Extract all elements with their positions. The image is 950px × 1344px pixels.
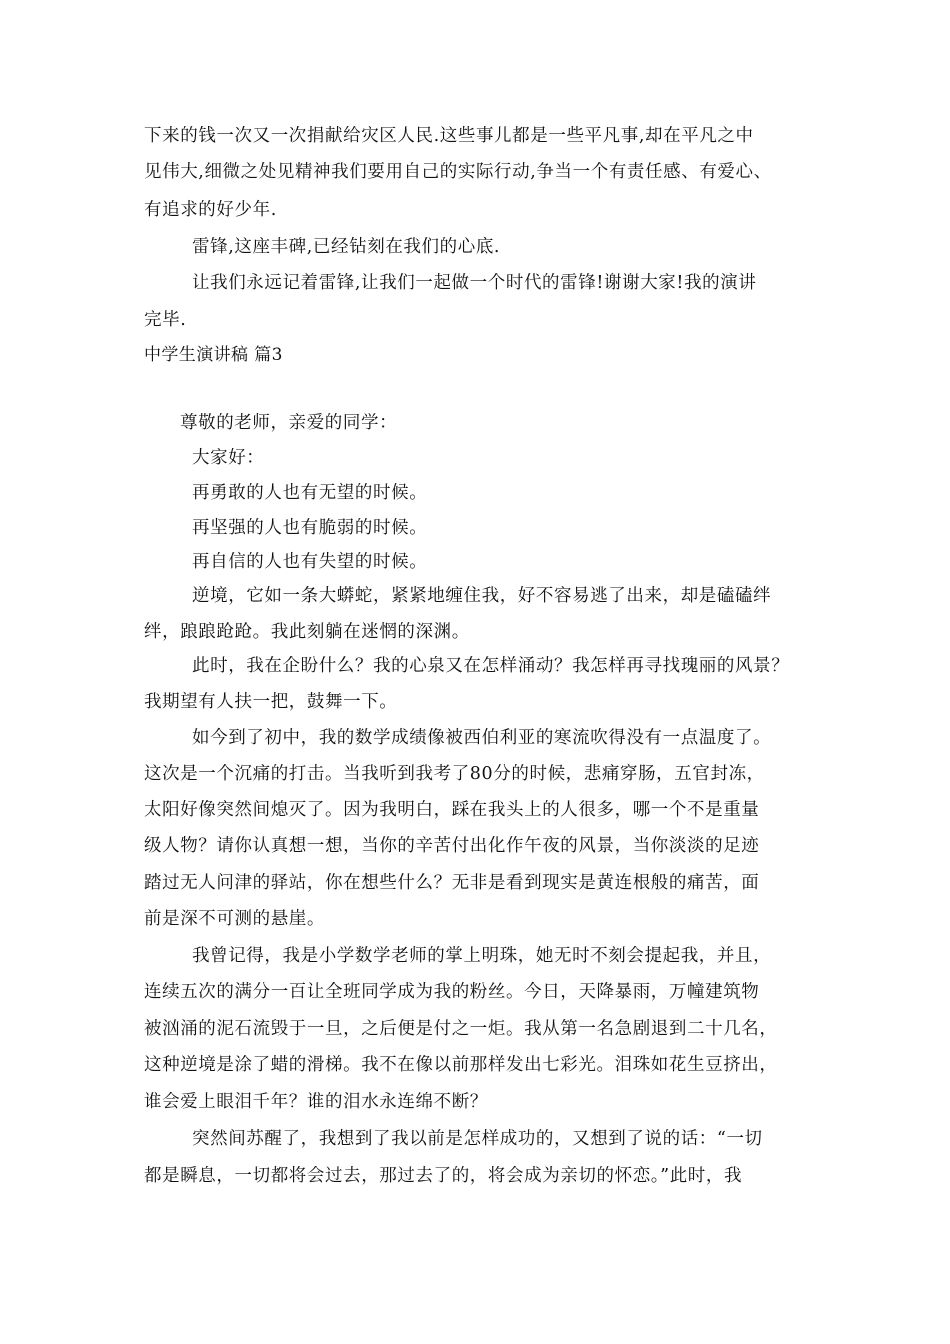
text-line: 见伟大,细微之处见精神我们要用自己的实际行动,争当一个有责任感、有爱心、 xyxy=(144,162,772,182)
text-line: 逆境，它如一条大蟒蛇，紧紧地缠住我，好不容易逃了出来，却是磕磕绊 xyxy=(192,586,772,606)
text-line: 雷锋,这座丰碑,已经钻刻在我们的心底. xyxy=(192,237,501,257)
text-line: 再自信的人也有失望的时候。 xyxy=(192,552,428,572)
greeting: 大家好： xyxy=(192,448,265,468)
text-line: 连续五次的满分一百让全班同学成为我的粉丝。今日，天降暴雨，万幢建筑物 xyxy=(144,982,760,1002)
text-line: 前是深不可测的悬崖。 xyxy=(144,909,325,929)
text-line: 再勇敢的人也有无望的时候。 xyxy=(192,483,428,503)
text-line: 我期望有人扶一把，鼓舞一下。 xyxy=(144,692,398,712)
text-line: 完毕. xyxy=(144,310,187,330)
text-line: 再坚强的人也有脆弱的时候。 xyxy=(192,518,428,538)
text-line: 都是瞬息，一切都将会过去，那过去了的，将会成为亲切的怀恋。”此时，我 xyxy=(144,1166,743,1186)
section-heading: 中学生演讲稿 篇3 xyxy=(144,345,283,365)
text-line: 下来的钱一次又一次捐献给灾区人民.这些事儿都是一些平凡事,却在平凡之中 xyxy=(144,126,754,146)
text-line: 级人物？请你认真想一想，当你的辛苦付出化作午夜的风景，当你淡淡的足迹 xyxy=(144,836,760,856)
text-line: 谁会爱上眼泪千年？谁的泪水永连绵不断？ xyxy=(144,1092,488,1112)
text-line: 如今到了初中，我的数学成绩像被西伯利亚的寒流吹得没有一点温度了。 xyxy=(192,728,772,748)
salutation: 尊敬的老师，亲爱的同学： xyxy=(180,413,398,433)
text-line: 让我们永远记着雷锋,让我们一起做一个时代的雷锋!谢谢大家!我的演讲 xyxy=(192,273,757,293)
text-line: 被汹涌的泥石流毁于一旦，之后便是付之一炬。我从第一名急剧退到二十几名， xyxy=(144,1019,778,1039)
text-line: 有追求的好少年. xyxy=(144,200,277,220)
text-line: 踏过无人问津的驿站，你在想些什么？无非是看到现实是黄连根般的痛苦，面 xyxy=(144,873,760,893)
text-line: 我曾记得，我是小学数学老师的掌上明珠，她无时不刻会提起我，并且， xyxy=(192,946,772,966)
text-line: 这种逆境是涂了蜡的滑梯。我不在像以前那样发出七彩光。泪珠如花生豆挤出， xyxy=(144,1055,778,1075)
text-line: 这次是一个沉痛的打击。当我听到我考了80分的时候，悲痛穿肠，五官封冻， xyxy=(144,764,765,784)
text-line: 绊，踉踉跄跄。我此刻躺在迷惘的深渊。 xyxy=(144,622,470,642)
text-line: 太阳好像突然间熄灭了。因为我明白，踩在我头上的人很多，哪一个不是重量 xyxy=(144,800,760,820)
text-line: 突然间苏醒了，我想到了我以前是怎样成功的，又想到了说的话：“一切 xyxy=(192,1129,763,1149)
text-line: 此时，我在企盼什么？我的心泉又在怎样涌动？我怎样再寻找瑰丽的风景？ xyxy=(192,656,790,676)
